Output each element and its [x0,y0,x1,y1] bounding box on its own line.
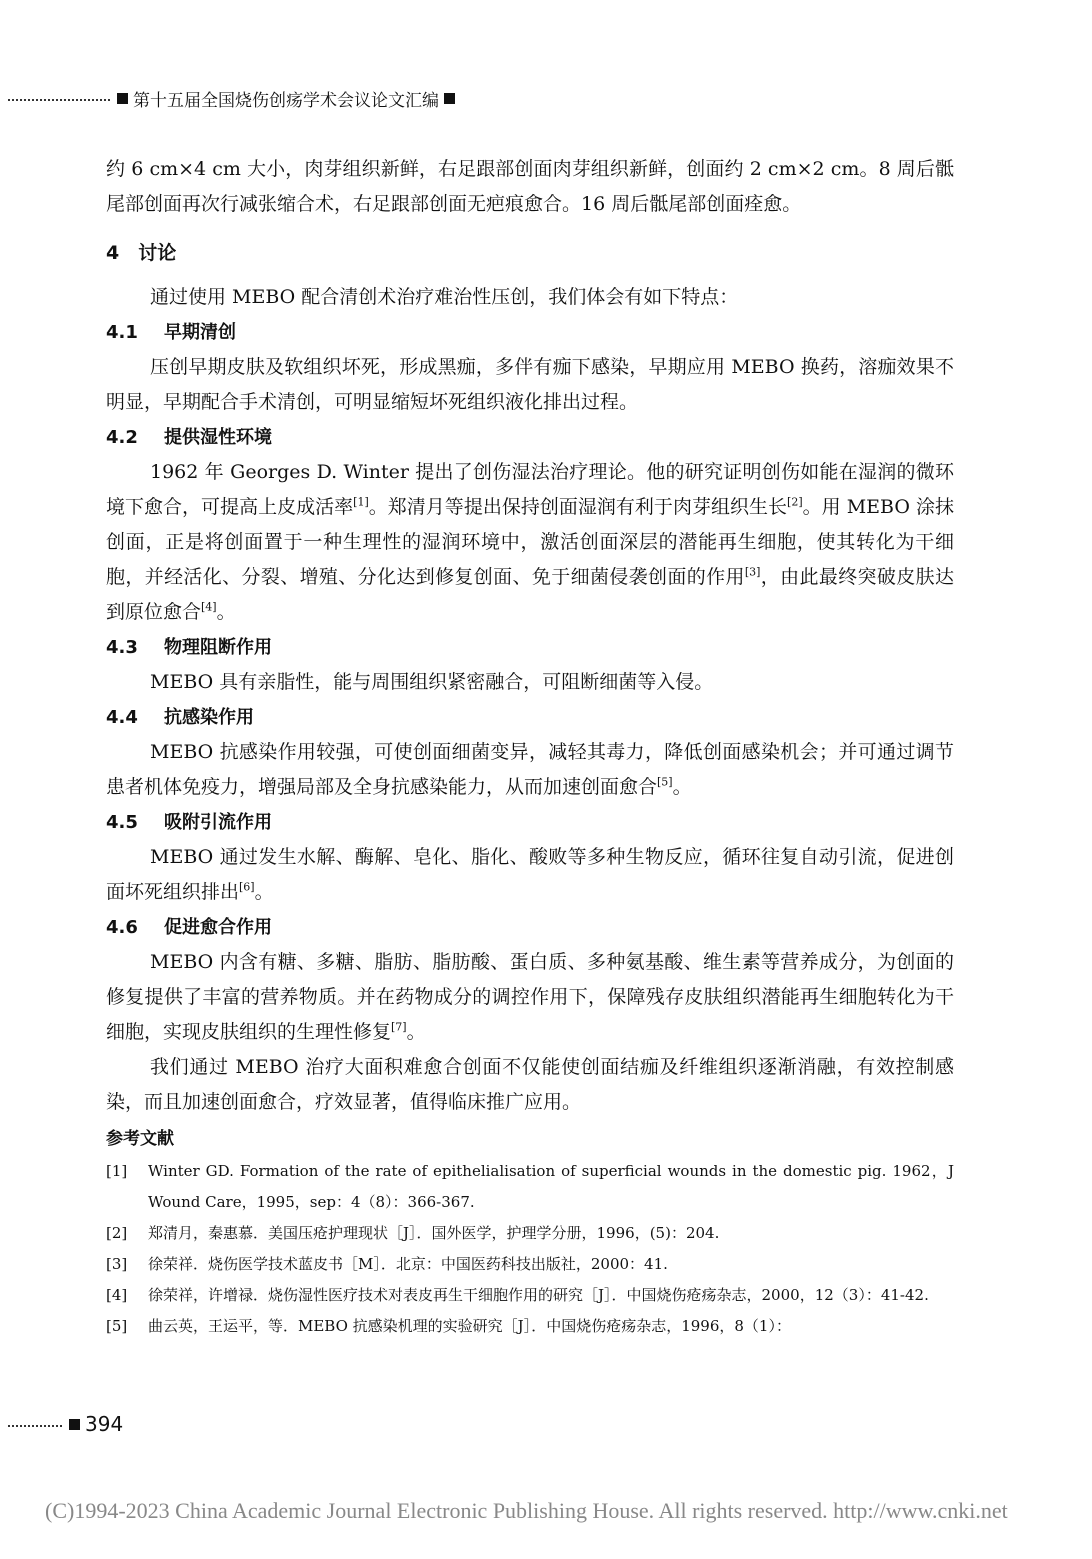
subsection-4-4-heading: 4.4 抗感染作用 [106,707,254,728]
subsection-4-3-text: MEBO 具有亲脂性，能与周围组织紧密融合，可阻断细菌等入侵。 [150,671,714,693]
header-square-marker [444,93,455,104]
subsection-4-4-text: MEBO 抗感染作用较强，可使创面细菌变异，减轻其毒力，降低创面感染机会；并可通过调节患者机体免疫力，增强局部及全身抗感染能力，从而加速创面愈合[5]。 [106,741,954,798]
footer-square-marker [69,1419,80,1430]
subsection-4-1-text: 压创早期皮肤及软组织坏死，形成黑痂，多伴有痂下感染，早期应用 MEBO 换药，溶痂效果不明显，早期配合手术清创，可明显缩短坏死组织液化排出过程。 [106,356,954,413]
reference-list [106,1156,954,1342]
subsection-4-5-text: MEBO 通过发生水解、酶解、皂化、脂化、酸败等多种生物反应，循环往复自动引流，促进创面坏死组织排出[6]。 [106,846,954,903]
subsection-4-2-heading: 4.2 提供湿性环境 [106,427,272,448]
article-body [106,152,954,1342]
subsection-4-3-heading: 4.3 物理阻断作用 [106,637,272,658]
subsection-4-6-heading: 4.6 促进愈合作用 [106,917,272,938]
journal-title: 第十五届全国烧伤创疡学术会议论文汇编 [133,90,439,111]
citation: [3] [744,565,761,579]
running-header [8,86,568,110]
reference-item: [3] 徐荣祥．烧伤医学技术蓝皮书［M］．北京：中国医药科技出版社，2000：41. [106,1255,668,1273]
reference-item: [5] 曲云英，王运平，等．MEBO 抗感染机理的实验研究［J］．中国烧伤疮疡杂志，1996，8（1）： [106,1317,791,1335]
intro-paragraph: 约 6 cm×4 cm 大小，肉芽组织新鲜，右足跟部创面肉芽组织新鲜，创面约 2 cm×2 cm。8 周后骶尾部创面再次行减张缩合术，右足跟部创面无疤痕愈合。16 周后骶尾部创面痊愈。 [106,158,954,215]
header-square-marker [117,93,128,104]
section-4-lead: 通过使用 MEBO 配合清创术治疗难治性压创，我们体会有如下特点： [150,286,739,308]
subsection-4-5-heading: 4.5 吸附引流作用 [106,812,272,833]
subsection-4-2-text: 1962 年 Georges D. Winter 提出了创伤湿法治疗理论。他的研究证明创伤如能在湿润的微环境下愈合，可提高上皮成活率[1]。郑清月等提出保持创面湿润有利于肉芽组织生长[2]。用 MEBO 涂抹创面，正是将创面置于一种生理性的湿润环境中，激活创面深层的潜能再生细胞，使其转化为干细胞，并经活化、分裂、增殖、分化达到修复创面、免于细菌侵袭创面的作用[3]，由此最终突破皮肤达到原位愈合[4]。 [106,461,954,623]
citation: [6] [239,880,255,894]
reference-item: [1] Winter GD. Formation of the rate of epithelialisation of superficial wounds in the domestic pig. 1962，J Wound Care，1995，sep：4（8）：366-367. [106,1162,954,1211]
section-4-heading: 4 讨论 [106,242,177,264]
header-dotted-rule [8,99,110,101]
reference-item: [2] 郑清月，秦惠慕．美国压疮护理现状［J］．国外医学，护理学分册，1996，(5)：204. [106,1224,720,1242]
page-footer [8,1412,123,1436]
subsection-4-6-text: MEBO 内含有糖、多糖、脂肪、脂肪酸、蛋白质、多种氨基酸、维生素等营养成分，为创面的修复提供了丰富的营养物质。并在药物成分的调控作用下，保障残存皮肤组织潜能再生细胞转化为干细胞，实现皮肤组织的生理性修复[7]。 [106,951,954,1043]
citation: [5] [657,775,673,789]
subsection-4-1-heading: 4.1 早期清创 [106,322,236,343]
references-heading: 参考文献 [106,1129,174,1149]
reference-item: [4] 徐荣祥，许增禄．烧伤湿性医疗技术对表皮再生干细胞作用的研究［J］．中国烧伤疮疡杂志，2000，12（3）：41-42. [106,1286,929,1304]
footer-dotted-rule [8,1425,62,1427]
citation: [2] [787,495,803,509]
conclusion-paragraph: 我们通过 MEBO 治疗大面积难愈合创面不仅能使创面结痂及纤维组织逐渐消融，有效控制感染，而且加速创面愈合，疗效显著，值得临床推广应用。 [106,1056,954,1113]
copyright-watermark: (C)1994-2023 China Academic Journal Electronic Publishing House. All rights reserved. http://www.cnki.net [45,1498,1008,1523]
citation: [1] [353,495,369,509]
citation: [4] [201,600,217,614]
citation: [7] [391,1020,407,1034]
page-number: 394 [85,1412,124,1436]
